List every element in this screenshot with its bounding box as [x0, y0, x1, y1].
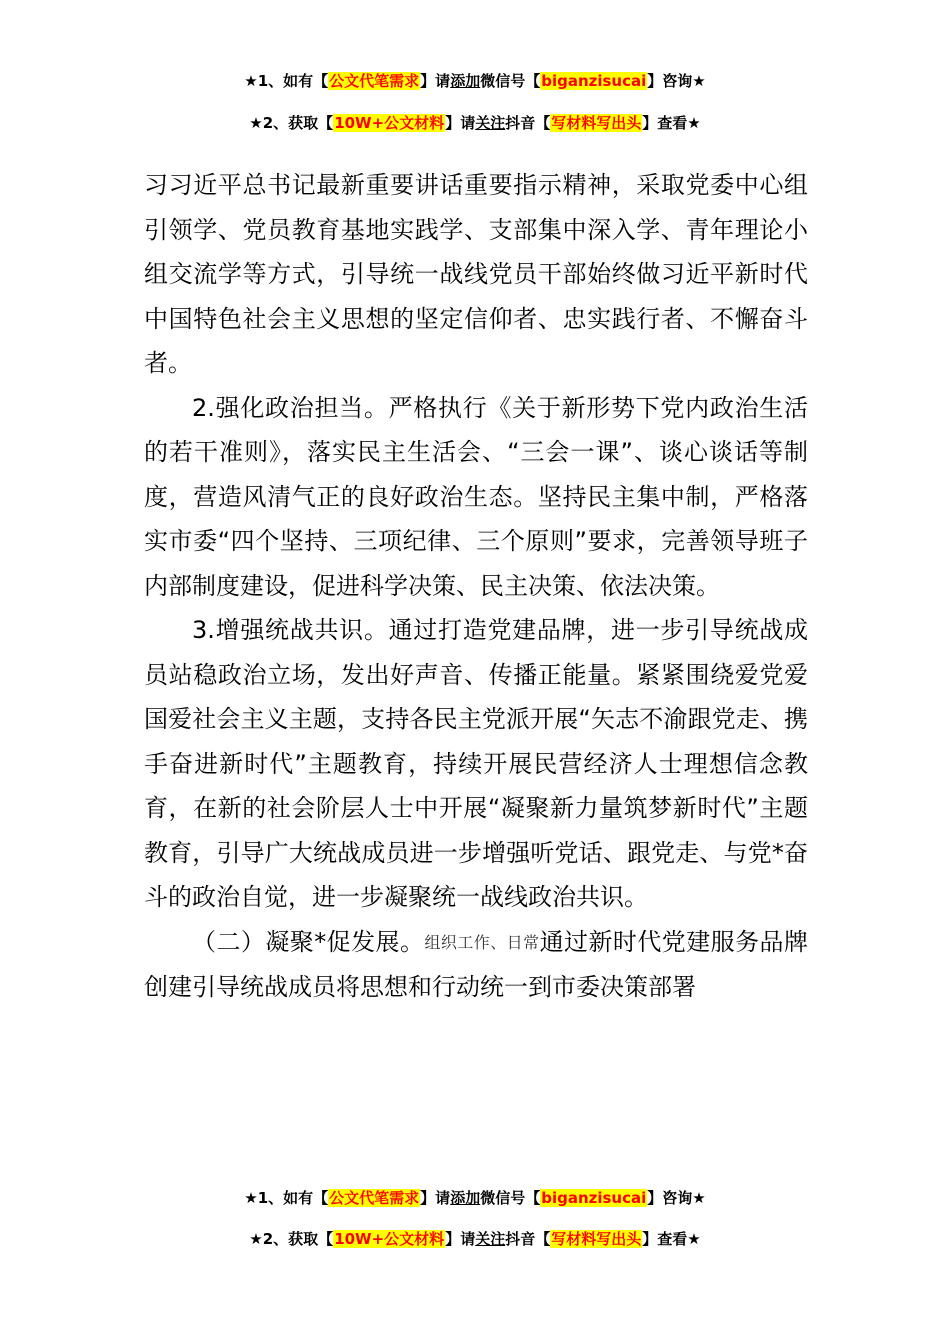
banner-text: ★2、获取【: [249, 114, 334, 132]
banner-text: 】咨询★: [647, 72, 706, 90]
banner-highlight: 10W+公文材料: [334, 114, 445, 132]
banner-highlight: biganzisucai: [541, 72, 647, 90]
section-heading: （二）凝聚*促发展。: [192, 927, 425, 956]
banner-text: 抖音【: [505, 114, 551, 132]
banner-text: 抖音【: [505, 1230, 551, 1248]
inline-note: 组织工作、日常: [424, 932, 540, 952]
banner-text: 微信号【: [480, 72, 541, 90]
banner-highlight: 写材料写出头: [551, 1230, 642, 1248]
banner-underline: 关注: [475, 114, 506, 132]
banner-text: ★1、如有【: [244, 72, 329, 90]
bottom-banner-line-2: [0, 1228, 950, 1250]
banner-text: 】查看★: [642, 1230, 701, 1248]
banner-text: 微信号【: [480, 1189, 541, 1207]
paragraph-2: 2.强化政治担当。严格执行《关于新形势下党内政治生活的若干准则》，落实民主生活会、“三会一课”、谈心谈话等制度，营造风清气正的良好政治生态。坚持民主集中制，严格落实市委“四个坚持、三项纪律、三个原则”要求，完善领导班子内部制度建设，促进科学决策、民主决策、依法决策。: [144, 393, 808, 600]
banner-highlight: 10W+公文材料: [334, 1230, 445, 1248]
banner-text: ★1、如有【: [244, 1189, 329, 1207]
paragraph-1: 习习近平总书记最新重要讲话重要指示精神，采取党委中心组引领学、党员教育基地实践学、支部集中深入学、青年理论小组交流学等方式，引导统一战线党员干部始终做习近平新时代中国特色社会主义思想的坚定信仰者、忠实践行者、不懈奋斗者。: [144, 171, 808, 377]
banner-text: 】请: [420, 1189, 451, 1207]
banner-text: 】请: [445, 114, 476, 132]
banner-text: 】查看★: [642, 114, 701, 132]
banner-text: 】请: [420, 72, 451, 90]
banner-highlight: 公文代笔需求: [329, 72, 420, 90]
paragraph-4-text: 通过新时代党建服务品牌创建引导统战成员将思想和行动统一到市委决策部署: [144, 927, 809, 1001]
banner-underline: 添加: [450, 72, 481, 90]
banner-text: ★2、获取【: [249, 1230, 334, 1248]
paragraph-3: 3.增强统战共识。通过打造党建品牌，进一步引导统战成员站稳政治立场，发出好声音、传播正能量。紧紧围绕爱党爱国爱社会主义主题，支持各民主党派开展“矢志不渝跟党走、携手奋进新时代”主题教育，持续开展民营经济人士理想信念教育，在新的社会阶层人士中开展“凝聚新力量筑梦新时代”主题教育，引导广大统战成员进一步增强听党话、跟党走、与党*奋斗的政治自觉，进一步凝聚统一战线政治共识。: [144, 616, 808, 911]
top-banner-line-1: [0, 70, 950, 92]
bottom-banner-line-1: [0, 1187, 950, 1209]
banner-underline: 添加: [450, 1189, 481, 1207]
paragraph-4: [144, 920, 808, 1010]
top-banner-line-2: [0, 112, 950, 134]
banner-underline: 关注: [475, 1230, 506, 1248]
banner-highlight: 写材料写出头: [551, 114, 642, 132]
banner-highlight: 公文代笔需求: [329, 1189, 420, 1207]
banner-text: 】咨询★: [647, 1189, 706, 1207]
document-body: [144, 163, 808, 1010]
banner-highlight: biganzisucai: [541, 1189, 647, 1207]
banner-text: 】请: [445, 1230, 476, 1248]
